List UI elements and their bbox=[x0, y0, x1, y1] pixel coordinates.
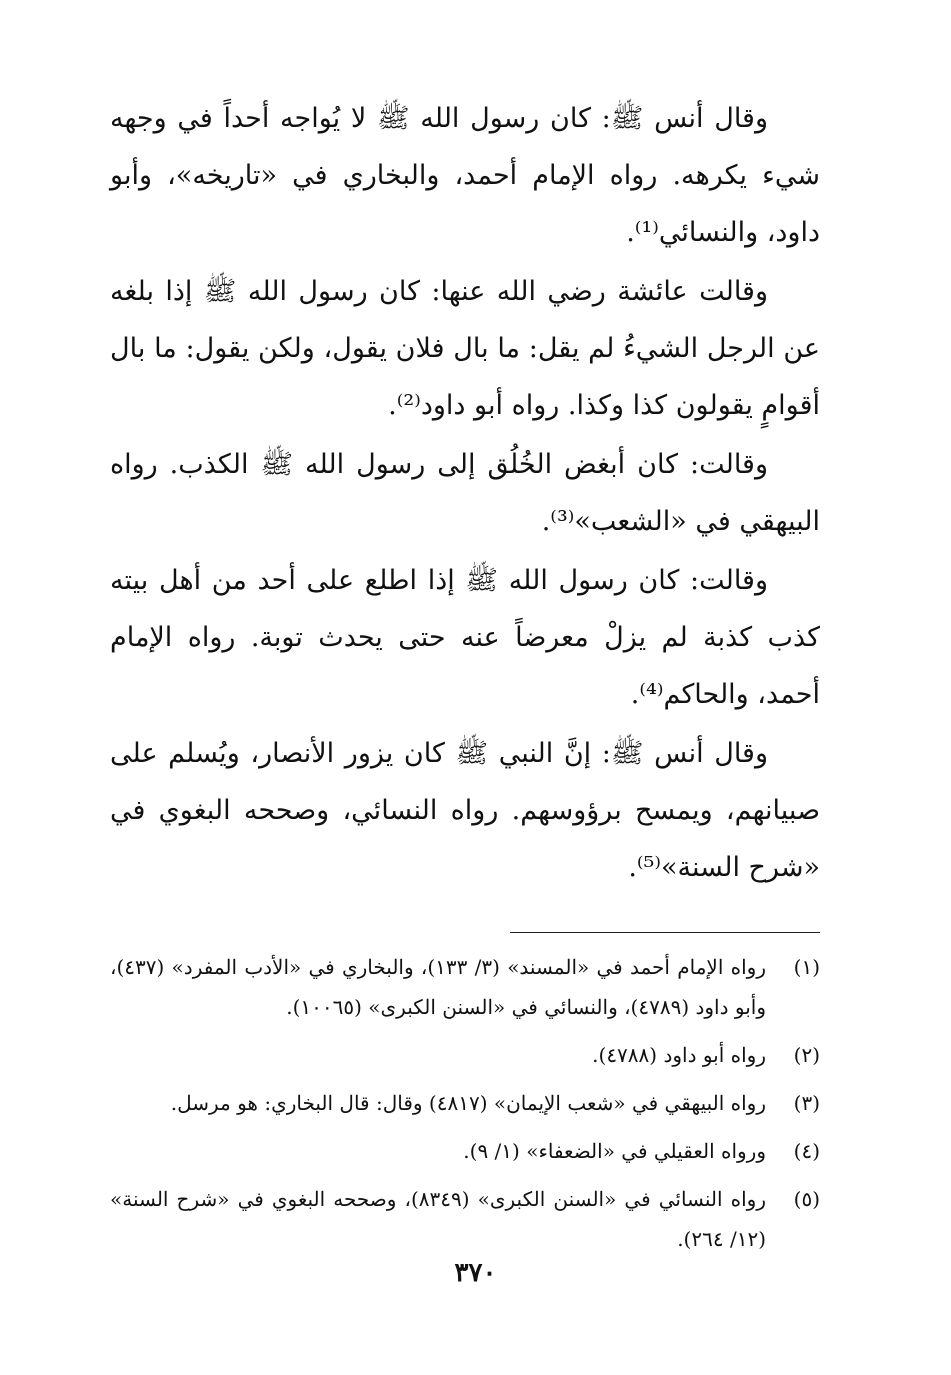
paragraph-4: وقالت: كان رسول الله ﷺ إذا اطلع على أحد من أهل بيته كذب كذبة لم يزلْ معرضاً عنه حتى يحدث توبة. رواه الإمام أحمد، والحاكم⁽⁴⁾. bbox=[110, 565, 820, 710]
footnote-text: رواه النسائي في «السنن الكبرى» (٨٣٤٩)، وصححه البغوي في «شرح السنة» (١٢/ ٢٦٤). bbox=[110, 1187, 766, 1251]
footnote-2 bbox=[110, 1035, 820, 1075]
footnote-3 bbox=[110, 1083, 820, 1123]
footnote-divider bbox=[510, 932, 820, 933]
footnote-5 bbox=[110, 1179, 820, 1259]
paragraph-3: وقالت: كان أبغض الخُلُق إلى رسول الله ﷺ الكذب. رواه البيهقي في «الشعب»⁽³⁾. bbox=[110, 449, 820, 537]
footnote-text: رواه الإمام أحمد في «المسند» (٣/ ١٣٣)، والبخاري في «الأدب المفرد» (٤٣٧)، وأبو داود (٤٧٨٩)، والنسائي في «السنن الكبرى» (١٠٠٦٥). bbox=[110, 955, 766, 1019]
paragraph-2: وقالت عائشة رضي الله عنها: كان رسول الله ﷺ إذا بلغه عن الرجل الشيءُ لم يقل: ما بال فلان يقول، ولكن يقول: ما بال أقوامٍ يقولون كذا وكذا. رواه أبو داود⁽²⁾. bbox=[110, 276, 820, 421]
footnote-number: (٥) bbox=[793, 1187, 820, 1211]
main-text bbox=[110, 90, 820, 896]
page-content bbox=[110, 90, 820, 1267]
footnote-4 bbox=[110, 1131, 820, 1171]
footnotes bbox=[110, 947, 820, 1259]
footnote-number: (٣) bbox=[793, 1091, 820, 1115]
footnote-text: رواه أبو داود (٤٧٨٨). bbox=[592, 1043, 766, 1067]
page-number: ٣٧٠ bbox=[454, 1258, 497, 1288]
footnote-number: (٤) bbox=[793, 1139, 820, 1163]
footnote-1 bbox=[110, 947, 820, 1027]
paragraph-5: وقال أنس ﷺ: إنَّ النبي ﷺ كان يزور الأنصار، ويُسلم على صبيانهم، ويمسح برؤوسهم. رواه النسائي، وصححه البغوي في «شرح السنة»⁽⁵⁾. bbox=[110, 738, 820, 883]
footnote-number: (٢) bbox=[793, 1043, 820, 1067]
footnote-number: (١) bbox=[793, 955, 820, 979]
footnote-text: رواه البيهقي في «شعب الإيمان» (٤٨١٧) وقال: قال البخاري: هو مرسل. bbox=[170, 1091, 766, 1115]
paragraph-1: وقال أنس ﷺ: كان رسول الله ﷺ لا يُواجه أحداً في وجهه شيء يكرهه. رواه الإمام أحمد، والبخاري في «تاريخه»، وأبو داود، والنسائي⁽¹⁾. bbox=[110, 103, 820, 248]
footnote-text: ورواه العقيلي في «الضعفاء» (١/ ٩). bbox=[463, 1139, 766, 1163]
